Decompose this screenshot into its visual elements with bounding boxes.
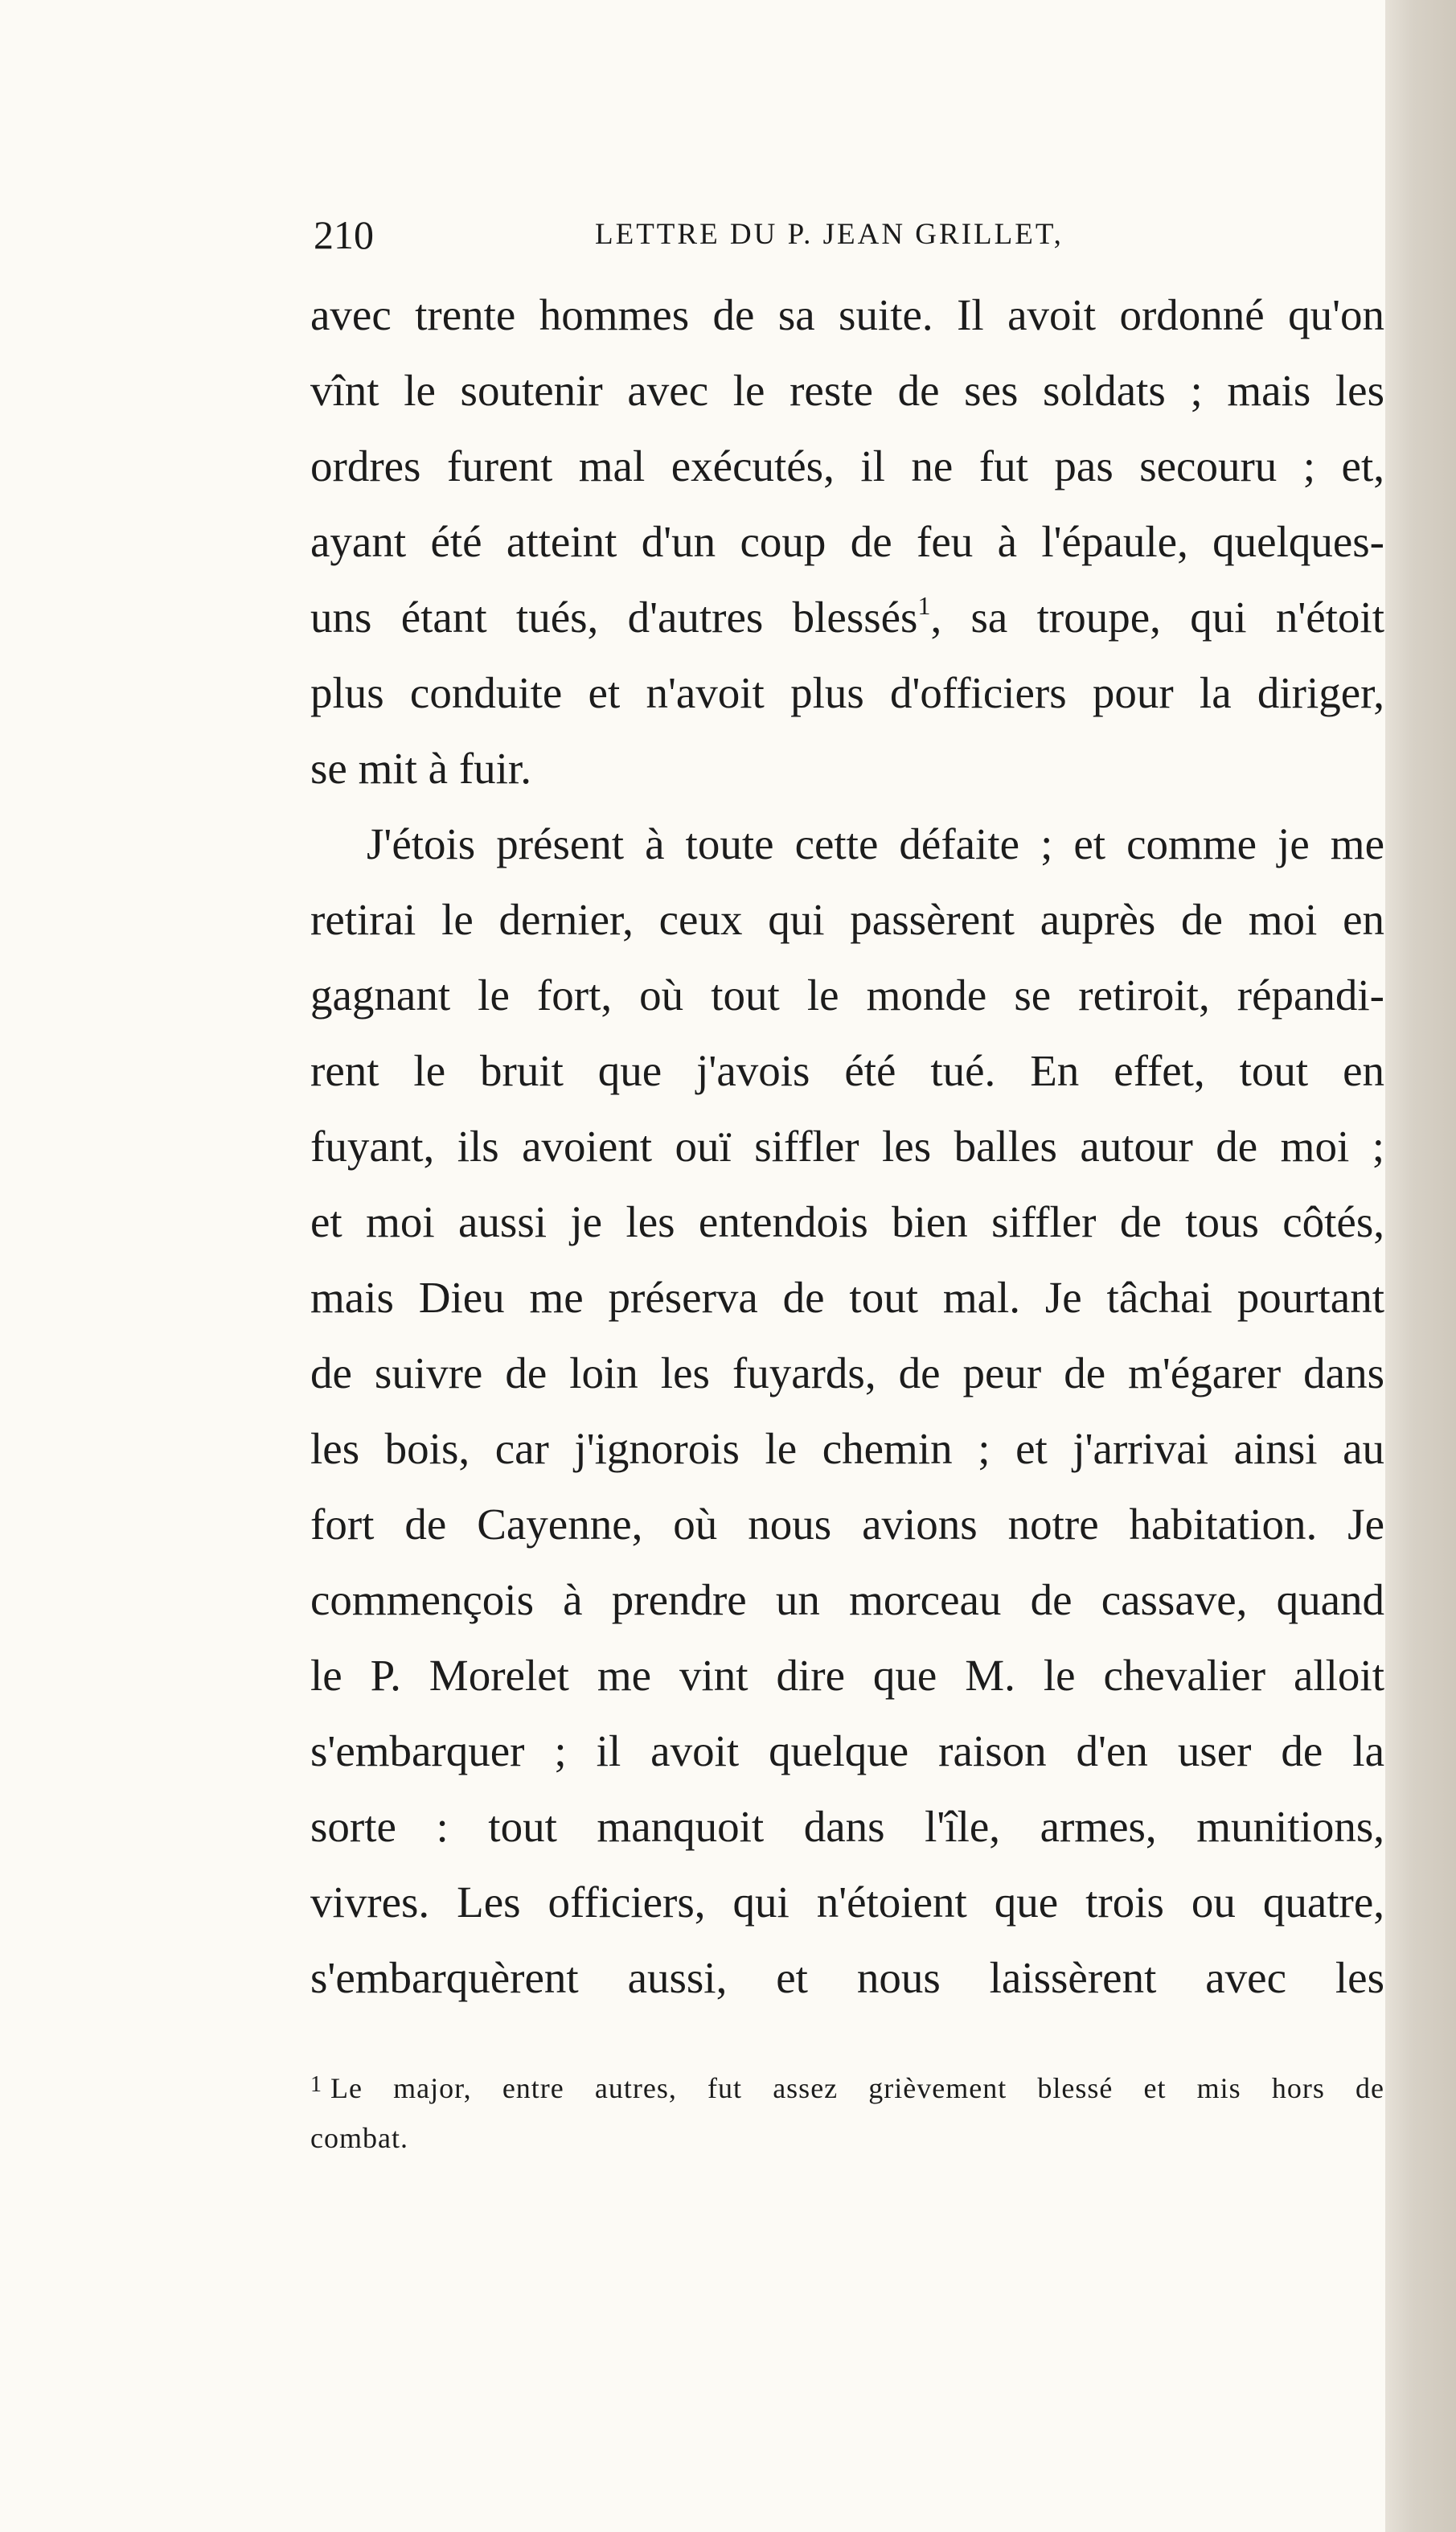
text-line: s'embarquèrent aussi, et nous laissèrent avec les	[310, 1953, 1384, 2002]
text-line: gagnant le fort, où tout le monde se retiroit, répandi-	[310, 971, 1384, 1020]
text-line: s'embarquer ; il avoit quelque raison d'en user de la	[310, 1726, 1384, 1775]
text-line: ayant été atteint d'un coup de feu à l'épaule, quelques-	[310, 517, 1384, 566]
text-segment: uns étant tués, d'autres blessés	[310, 593, 918, 642]
text-line: avec trente hommes de sa suite. Il avoit ordonné qu'on	[310, 290, 1384, 339]
footnotes	[310, 2060, 1384, 2163]
text-line: retirai le dernier, ceux qui passèrent auprès de moi en	[310, 895, 1384, 944]
footnote-text: Le major, entre autres, fut assez grièvement blessé et mis hors de	[330, 2072, 1384, 2104]
body-text	[310, 277, 1384, 2016]
footnote-number: 1	[310, 2072, 322, 2097]
page-number: 210	[314, 212, 374, 257]
footnote-marker: 1	[917, 591, 931, 620]
running-title: LETTRE DU P. JEAN GRILLET,	[595, 218, 1064, 251]
page-edge	[1385, 0, 1456, 2532]
text-line: vivres. Les officiers, qui n'étoient que trois ou quatre,	[310, 1877, 1384, 1927]
text-line: se mit à fuir.	[310, 744, 531, 793]
text-line: rent le bruit que j'avois été tué. En effet, tout en	[310, 1046, 1384, 1095]
running-head	[314, 203, 1383, 267]
text-line: commençois à prendre un morceau de cassave, quand	[310, 1575, 1384, 1624]
text-line: le P. Morelet me vint dire que M. le chevalier alloit	[310, 1651, 1384, 1700]
paragraph-1	[310, 277, 1384, 806]
text-line: de suivre de loin les fuyards, de peur de m'égarer dans	[310, 1348, 1384, 1397]
text-line: fort de Cayenne, où nous avions notre habitation. Je	[310, 1500, 1384, 1549]
footnote-line: combat.	[310, 2122, 408, 2154]
text-line: vînt le soutenir avec le reste de ses soldats ; mais les	[310, 366, 1384, 415]
text-line: ordres furent mal exécutés, il ne fut pas secouru ; et,	[310, 441, 1384, 490]
paragraph-2	[310, 806, 1384, 2016]
text-line: les bois, car j'ignorois le chemin ; et j'arrivai ainsi au	[310, 1424, 1384, 1473]
text-line: sorte : tout manquoit dans l'île, armes, munitions,	[310, 1802, 1384, 1851]
text-line: et moi aussi je les entendois bien siffler de tous côtés,	[310, 1197, 1384, 1246]
text-line: mais Dieu me préserva de tout mal. Je tâchai pourtant	[310, 1273, 1384, 1322]
text-segment: , sa troupe, qui n'étoit	[930, 593, 1384, 642]
text-line: fuyant, ils avoient ouï siffler les balles autour de moi ;	[310, 1122, 1384, 1171]
text-line	[310, 580, 1384, 655]
text-line: plus conduite et n'avoit plus d'officiers pour la diriger,	[310, 668, 1384, 717]
footnote-line	[310, 2060, 1384, 2113]
footnote	[310, 2060, 1384, 2163]
text-line: J'étois présent à toute cette défaite ; et comme je me	[367, 819, 1384, 868]
